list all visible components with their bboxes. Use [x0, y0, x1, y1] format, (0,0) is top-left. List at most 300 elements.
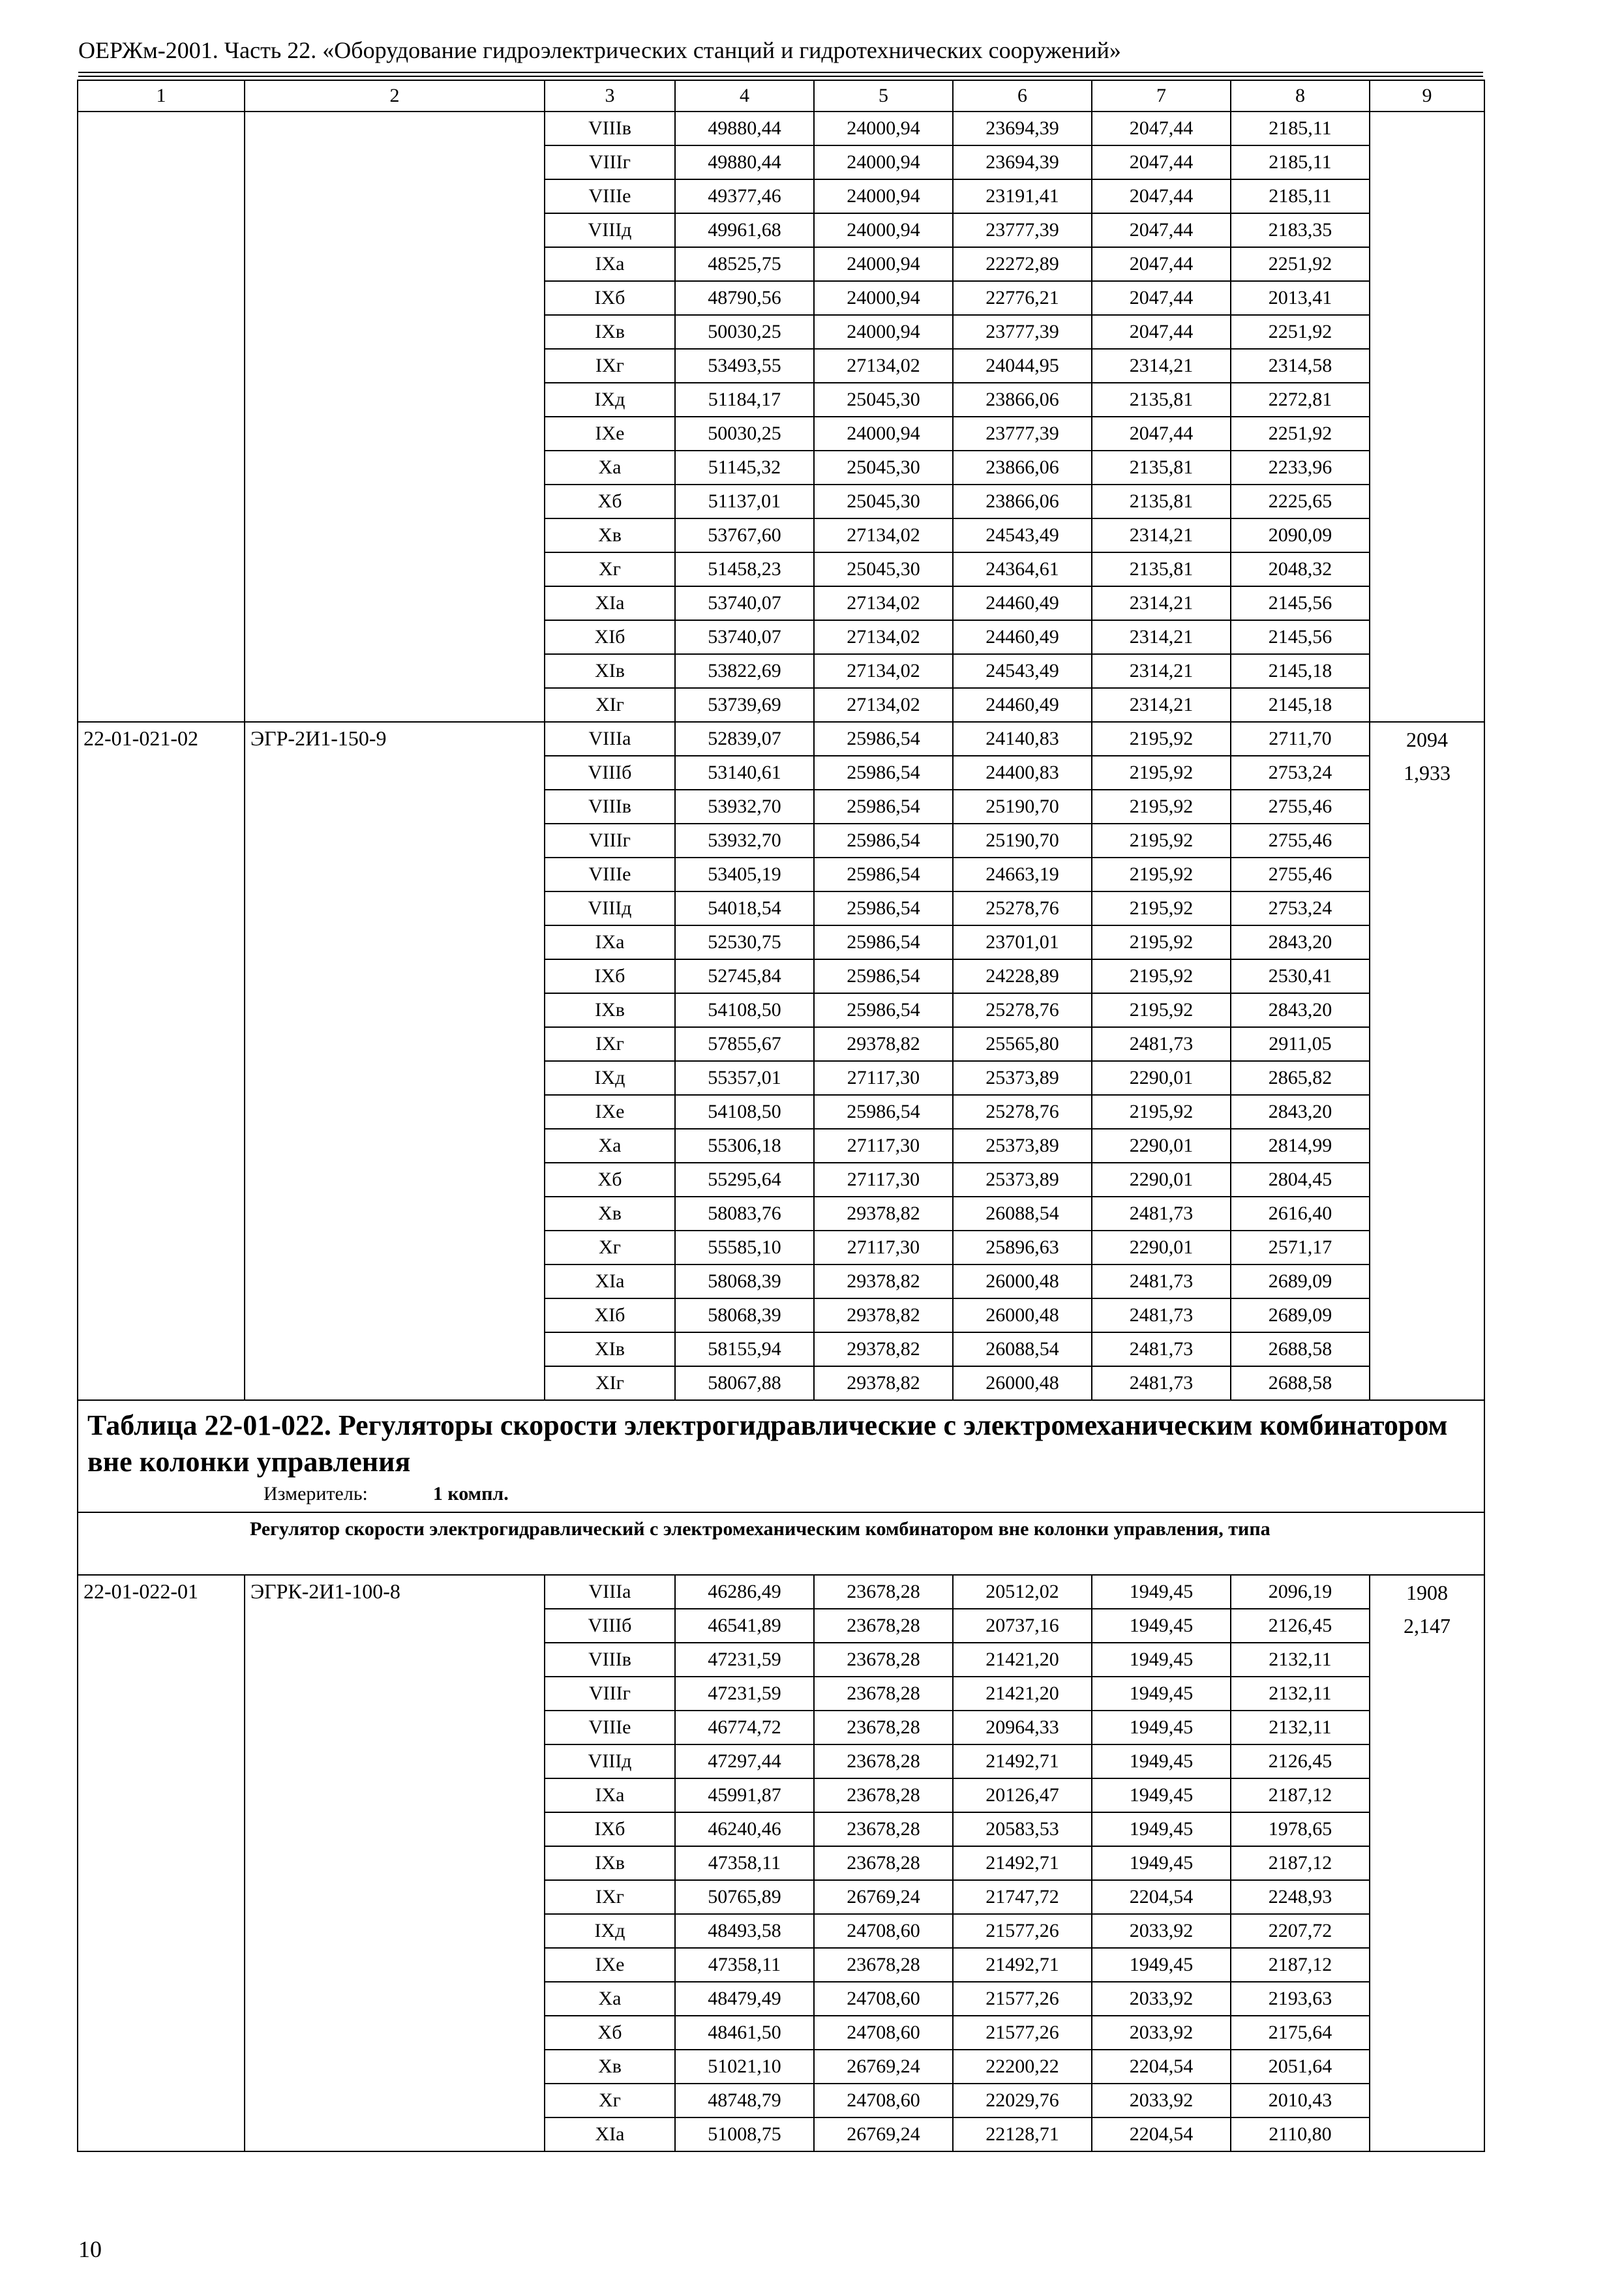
value-cell: 24000,94: [814, 179, 953, 213]
name-cell: [245, 518, 545, 552]
value-cell: 25373,89: [953, 1163, 1092, 1197]
norm-cell: [1370, 315, 1484, 349]
table-row: [78, 959, 1484, 993]
value-cell: 25986,54: [814, 891, 953, 925]
value-cell: 23777,39: [953, 213, 1092, 247]
code-cell: [78, 2016, 245, 2050]
value-cell: 20737,16: [953, 1609, 1092, 1643]
value-cell: 2187,12: [1231, 1778, 1370, 1812]
table-row: [78, 1298, 1484, 1332]
name-cell: [245, 2117, 545, 2151]
value-cell: 52530,75: [675, 925, 814, 959]
code-cell: [78, 1643, 245, 1677]
value-cell: 48790,56: [675, 281, 814, 315]
norm-cell: [1370, 1366, 1484, 1400]
norm-cell: [1370, 1711, 1484, 1744]
category-cell: Xг: [545, 2084, 675, 2117]
value-cell: 49961,68: [675, 213, 814, 247]
value-cell: 50765,89: [675, 1880, 814, 1914]
table-row: [78, 112, 1484, 145]
header-rule: [78, 76, 1483, 77]
name-cell: [245, 349, 545, 383]
value-cell: 27117,30: [814, 1129, 953, 1163]
category-cell: IXа: [545, 1778, 675, 1812]
table-row: [78, 1332, 1484, 1366]
value-cell: 46774,72: [675, 1711, 814, 1744]
table-row: [78, 891, 1484, 925]
table-title-cell: [78, 1400, 1484, 1512]
table-row: [78, 586, 1484, 620]
value-cell: 50030,25: [675, 315, 814, 349]
code-cell: [78, 485, 245, 518]
category-cell: VIIIв: [545, 790, 675, 824]
code-cell: [78, 1778, 245, 1812]
value-cell: 55585,10: [675, 1231, 814, 1264]
value-cell: 2314,21: [1092, 349, 1231, 383]
table-row: [78, 1846, 1484, 1880]
value-cell: 51145,32: [675, 451, 814, 485]
norm-cell: [1370, 145, 1484, 179]
value-cell: 2185,11: [1231, 112, 1370, 145]
table-row: [78, 213, 1484, 247]
value-cell: 2145,56: [1231, 586, 1370, 620]
value-cell: 2481,73: [1092, 1197, 1231, 1231]
value-cell: 53739,69: [675, 688, 814, 722]
value-cell: 25896,63: [953, 1231, 1092, 1264]
table-row: [78, 925, 1484, 959]
value-cell: 49880,44: [675, 112, 814, 145]
value-cell: 58068,39: [675, 1298, 814, 1332]
value-cell: 2047,44: [1092, 112, 1231, 145]
name-cell: [245, 1982, 545, 2016]
category-cell: VIIIа: [545, 722, 675, 756]
table-row: [78, 1711, 1484, 1744]
value-cell: 2314,21: [1092, 586, 1231, 620]
code-cell: 22-01-021-02: [78, 722, 245, 756]
category-cell: IXв: [545, 315, 675, 349]
name-cell: [245, 2016, 545, 2050]
value-cell: 20512,02: [953, 1575, 1092, 1609]
value-cell: 23678,28: [814, 1575, 953, 1609]
name-cell: [245, 1609, 545, 1643]
norm-cell: [1370, 552, 1484, 586]
value-cell: 46240,46: [675, 1812, 814, 1846]
norm-cell: [1370, 1677, 1484, 1711]
table-row: [78, 654, 1484, 688]
value-cell: 54018,54: [675, 891, 814, 925]
name-cell: [245, 1948, 545, 1982]
category-cell: VIIIв: [545, 112, 675, 145]
value-cell: 26000,48: [953, 1298, 1092, 1332]
value-cell: 53932,70: [675, 824, 814, 858]
code-cell: [78, 1264, 245, 1298]
value-cell: 24708,60: [814, 1914, 953, 1948]
value-cell: 2314,58: [1231, 349, 1370, 383]
name-cell: [245, 1643, 545, 1677]
meter-line: [87, 1483, 1475, 1505]
table-row: [78, 349, 1484, 383]
value-cell: 47358,11: [675, 1948, 814, 1982]
value-cell: 2689,09: [1231, 1298, 1370, 1332]
table-row: [78, 1575, 1484, 1609]
norm-cell: [1370, 1744, 1484, 1778]
value-cell: 1949,45: [1092, 1778, 1231, 1812]
value-cell: 27134,02: [814, 620, 953, 654]
norm-cell: [1370, 179, 1484, 213]
value-cell: 26000,48: [953, 1264, 1092, 1298]
norm-cell: [1370, 1197, 1484, 1231]
name-cell: [245, 1366, 545, 1400]
code-cell: [78, 1812, 245, 1846]
value-cell: 27134,02: [814, 688, 953, 722]
value-cell: 21492,71: [953, 1948, 1092, 1982]
code-cell: [78, 1744, 245, 1778]
value-cell: 2126,45: [1231, 1744, 1370, 1778]
category-cell: XIв: [545, 654, 675, 688]
table-row: [78, 1982, 1484, 2016]
value-cell: 23678,28: [814, 1846, 953, 1880]
value-cell: 2689,09: [1231, 1264, 1370, 1298]
table-row: [78, 993, 1484, 1027]
value-cell: 24460,49: [953, 586, 1092, 620]
table-row: [78, 2117, 1484, 2151]
value-cell: 2135,81: [1092, 485, 1231, 518]
column-number: 8: [1231, 80, 1370, 112]
category-cell: IXв: [545, 1846, 675, 1880]
code-cell: [78, 586, 245, 620]
value-cell: 53405,19: [675, 858, 814, 891]
category-cell: IXд: [545, 1914, 675, 1948]
category-cell: XIа: [545, 1264, 675, 1298]
value-cell: 21492,71: [953, 1744, 1092, 1778]
value-cell: 2753,24: [1231, 756, 1370, 790]
value-cell: 23866,06: [953, 451, 1092, 485]
value-cell: 48748,79: [675, 2084, 814, 2117]
value-cell: 24543,49: [953, 654, 1092, 688]
name-cell: [245, 858, 545, 891]
value-cell: 2481,73: [1092, 1027, 1231, 1061]
table-row: [78, 620, 1484, 654]
norm-cell: [1370, 1643, 1484, 1677]
value-cell: 23678,28: [814, 1778, 953, 1812]
value-cell: 2047,44: [1092, 315, 1231, 349]
value-cell: 25045,30: [814, 485, 953, 518]
rates-table-body: [78, 80, 1484, 2151]
value-cell: 24000,94: [814, 417, 953, 451]
value-cell: 2047,44: [1092, 247, 1231, 281]
column-number: 9: [1370, 80, 1484, 112]
value-cell: 1949,45: [1092, 1677, 1231, 1711]
name-cell: [245, 485, 545, 518]
name-cell: [245, 213, 545, 247]
value-cell: 2110,80: [1231, 2117, 1370, 2151]
value-cell: 2013,41: [1231, 281, 1370, 315]
value-cell: 23678,28: [814, 1609, 953, 1643]
value-cell: 23678,28: [814, 1948, 953, 1982]
value-cell: 54108,50: [675, 993, 814, 1027]
table-row: [78, 1812, 1484, 1846]
category-cell: Xг: [545, 552, 675, 586]
category-cell: VIIIд: [545, 1744, 675, 1778]
value-cell: 22200,22: [953, 2050, 1092, 2084]
code-cell: [78, 756, 245, 790]
norm-cell: [1370, 1095, 1484, 1129]
group-title: Регулятор скорости электрогидравлический с электромеханическим комбинатором вне колонки управления, типа: [245, 1512, 1484, 1575]
value-cell: 25986,54: [814, 756, 953, 790]
column-number: 1: [78, 80, 245, 112]
value-cell: 2048,32: [1231, 552, 1370, 586]
table-row: [78, 145, 1484, 179]
value-cell: 46541,89: [675, 1609, 814, 1643]
code-cell: [78, 1095, 245, 1129]
value-cell: 25278,76: [953, 1095, 1092, 1129]
value-cell: 2135,81: [1092, 552, 1231, 586]
category-cell: Xа: [545, 1982, 675, 2016]
norm-cell: [1370, 858, 1484, 891]
value-cell: 49880,44: [675, 145, 814, 179]
value-cell: 2033,92: [1092, 1914, 1231, 1948]
value-cell: 23694,39: [953, 112, 1092, 145]
value-cell: 22128,71: [953, 2117, 1092, 2151]
value-cell: 54108,50: [675, 1095, 814, 1129]
name-cell: ЭГРК-2И1-100-8: [245, 1575, 545, 1609]
value-cell: 22029,76: [953, 2084, 1092, 2117]
category-cell: VIIIб: [545, 1609, 675, 1643]
value-cell: 25373,89: [953, 1129, 1092, 1163]
norm-cell: [1370, 349, 1484, 383]
norm-cell: [1370, 1129, 1484, 1163]
norm-cell: 2094: [1370, 722, 1484, 756]
code-cell: [78, 247, 245, 281]
value-cell: 21421,20: [953, 1643, 1092, 1677]
name-cell: [245, 552, 545, 586]
table-row: [78, 1744, 1484, 1778]
category-cell: VIIIг: [545, 1677, 675, 1711]
norm-cell: [1370, 383, 1484, 417]
category-cell: IXа: [545, 247, 675, 281]
value-cell: 2051,64: [1231, 2050, 1370, 2084]
column-number: 5: [814, 80, 953, 112]
value-cell: 21577,26: [953, 1914, 1092, 1948]
value-cell: 53740,07: [675, 586, 814, 620]
name-cell: [245, 891, 545, 925]
norm-cell: 1908: [1370, 1575, 1484, 1609]
name-cell: [245, 1677, 545, 1711]
value-cell: 2096,19: [1231, 1575, 1370, 1609]
value-cell: 53932,70: [675, 790, 814, 824]
value-cell: 2195,92: [1092, 790, 1231, 824]
table-row: [78, 1609, 1484, 1643]
table-row: [78, 858, 1484, 891]
table-row: [78, 1778, 1484, 1812]
value-cell: 48493,58: [675, 1914, 814, 1948]
value-cell: 2290,01: [1092, 1061, 1231, 1095]
value-cell: 52745,84: [675, 959, 814, 993]
value-cell: 27117,30: [814, 1061, 953, 1095]
value-cell: 2135,81: [1092, 451, 1231, 485]
value-cell: 2033,92: [1092, 2016, 1231, 2050]
value-cell: 2175,64: [1231, 2016, 1370, 2050]
value-cell: 2843,20: [1231, 1095, 1370, 1129]
group-title-row: [78, 1512, 1484, 1575]
value-cell: 2233,96: [1231, 451, 1370, 485]
value-cell: 2290,01: [1092, 1163, 1231, 1197]
name-cell: [245, 1778, 545, 1812]
name-cell: ЭГР-2И1-150-9: [245, 722, 545, 756]
value-cell: 2193,63: [1231, 1982, 1370, 2016]
table-row: [78, 1129, 1484, 1163]
table-row: [78, 1163, 1484, 1197]
name-cell: [245, 1197, 545, 1231]
value-cell: 53822,69: [675, 654, 814, 688]
value-cell: 27117,30: [814, 1231, 953, 1264]
category-cell: VIIIа: [545, 1575, 675, 1609]
value-cell: 2314,21: [1092, 518, 1231, 552]
value-cell: 26769,24: [814, 1880, 953, 1914]
value-cell: 2688,58: [1231, 1366, 1370, 1400]
value-cell: 58155,94: [675, 1332, 814, 1366]
column-number: 6: [953, 80, 1092, 112]
code-cell: [78, 1366, 245, 1400]
value-cell: 2145,56: [1231, 620, 1370, 654]
code-cell: [78, 518, 245, 552]
value-cell: 48479,49: [675, 1982, 814, 2016]
table-row: [78, 790, 1484, 824]
page-number: 10: [78, 2236, 102, 2262]
code-cell: [78, 145, 245, 179]
value-cell: 53767,60: [675, 518, 814, 552]
value-cell: 55306,18: [675, 1129, 814, 1163]
value-cell: 1949,45: [1092, 1575, 1231, 1609]
table-title: Таблица 22-01-022. Регуляторы скорости электрогидравлические с электромеханическим комбинатором вне колонки управления: [87, 1409, 1448, 1478]
category-cell: IXе: [545, 417, 675, 451]
name-cell: [245, 145, 545, 179]
name-cell: [245, 1095, 545, 1129]
value-cell: 21577,26: [953, 2016, 1092, 2050]
value-cell: 47358,11: [675, 1846, 814, 1880]
value-cell: 25565,80: [953, 1027, 1092, 1061]
value-cell: 47297,44: [675, 1744, 814, 1778]
value-cell: 51458,23: [675, 552, 814, 586]
value-cell: 48525,75: [675, 247, 814, 281]
value-cell: 2033,92: [1092, 2084, 1231, 2117]
value-cell: 1949,45: [1092, 1643, 1231, 1677]
name-cell: [245, 1711, 545, 1744]
value-cell: 1949,45: [1092, 1744, 1231, 1778]
value-cell: 2010,43: [1231, 2084, 1370, 2117]
value-cell: 2195,92: [1092, 993, 1231, 1027]
value-cell: 23694,39: [953, 145, 1092, 179]
value-cell: 25278,76: [953, 993, 1092, 1027]
value-cell: 55357,01: [675, 1061, 814, 1095]
value-cell: 2481,73: [1092, 1264, 1231, 1298]
category-cell: IXа: [545, 925, 675, 959]
value-cell: 29378,82: [814, 1298, 953, 1332]
norm-cell: [1370, 1231, 1484, 1264]
value-cell: 2865,82: [1231, 1061, 1370, 1095]
table-row: [78, 1197, 1484, 1231]
value-cell: 2132,11: [1231, 1677, 1370, 1711]
norm-cell: [1370, 2117, 1484, 2151]
category-cell: IXв: [545, 993, 675, 1027]
code-cell: [78, 349, 245, 383]
value-cell: 2755,46: [1231, 790, 1370, 824]
category-cell: XIг: [545, 1366, 675, 1400]
norm-cell: [1370, 1332, 1484, 1366]
category-cell: VIIIе: [545, 1711, 675, 1744]
value-cell: 2272,81: [1231, 383, 1370, 417]
code-cell: [78, 858, 245, 891]
name-cell: [245, 1264, 545, 1298]
norm-cell: [1370, 1948, 1484, 1982]
value-cell: 25190,70: [953, 790, 1092, 824]
value-cell: 25045,30: [814, 451, 953, 485]
name-cell: [245, 688, 545, 722]
category-cell: Xа: [545, 451, 675, 485]
table-row: [78, 1264, 1484, 1298]
value-cell: 45991,87: [675, 1778, 814, 1812]
value-cell: 24364,61: [953, 552, 1092, 586]
value-cell: 52839,07: [675, 722, 814, 756]
value-cell: 25986,54: [814, 959, 953, 993]
norm-cell: [1370, 891, 1484, 925]
category-cell: XIб: [545, 1298, 675, 1332]
value-cell: 2290,01: [1092, 1129, 1231, 1163]
code-cell: [78, 925, 245, 959]
value-cell: 2251,92: [1231, 315, 1370, 349]
value-cell: 2204,54: [1092, 2117, 1231, 2151]
name-cell: [245, 790, 545, 824]
category-cell: IXб: [545, 959, 675, 993]
value-cell: 2804,45: [1231, 1163, 1370, 1197]
code-cell: [78, 1061, 245, 1095]
value-cell: 25986,54: [814, 722, 953, 756]
value-cell: 26088,54: [953, 1197, 1092, 1231]
value-cell: 53740,07: [675, 620, 814, 654]
value-cell: 21747,72: [953, 1880, 1092, 1914]
value-cell: 2207,72: [1231, 1914, 1370, 1948]
table-row: [78, 1027, 1484, 1061]
value-cell: 24663,19: [953, 858, 1092, 891]
value-cell: 25986,54: [814, 824, 953, 858]
value-cell: 2187,12: [1231, 1846, 1370, 1880]
value-cell: 2204,54: [1092, 1880, 1231, 1914]
value-cell: 26000,48: [953, 1366, 1092, 1400]
value-cell: 24000,94: [814, 315, 953, 349]
code-cell: [78, 213, 245, 247]
name-cell: [245, 1298, 545, 1332]
value-cell: 25986,54: [814, 790, 953, 824]
norm-cell: 2,147: [1370, 1609, 1484, 1643]
name-cell: [245, 1812, 545, 1846]
value-cell: 2195,92: [1092, 925, 1231, 959]
category-cell: VIIIе: [545, 858, 675, 891]
category-cell: IXе: [545, 1948, 675, 1982]
value-cell: 2195,92: [1092, 824, 1231, 858]
value-cell: 23866,06: [953, 485, 1092, 518]
value-cell: 2843,20: [1231, 925, 1370, 959]
name-cell: [245, 315, 545, 349]
value-cell: 24708,60: [814, 2016, 953, 2050]
norm-cell: [1370, 959, 1484, 993]
table-row: [78, 552, 1484, 586]
header-rule: [78, 72, 1483, 73]
code-cell: [78, 1846, 245, 1880]
value-cell: 2047,44: [1092, 145, 1231, 179]
value-cell: 2753,24: [1231, 891, 1370, 925]
value-cell: 2711,70: [1231, 722, 1370, 756]
norm-cell: [1370, 2084, 1484, 2117]
